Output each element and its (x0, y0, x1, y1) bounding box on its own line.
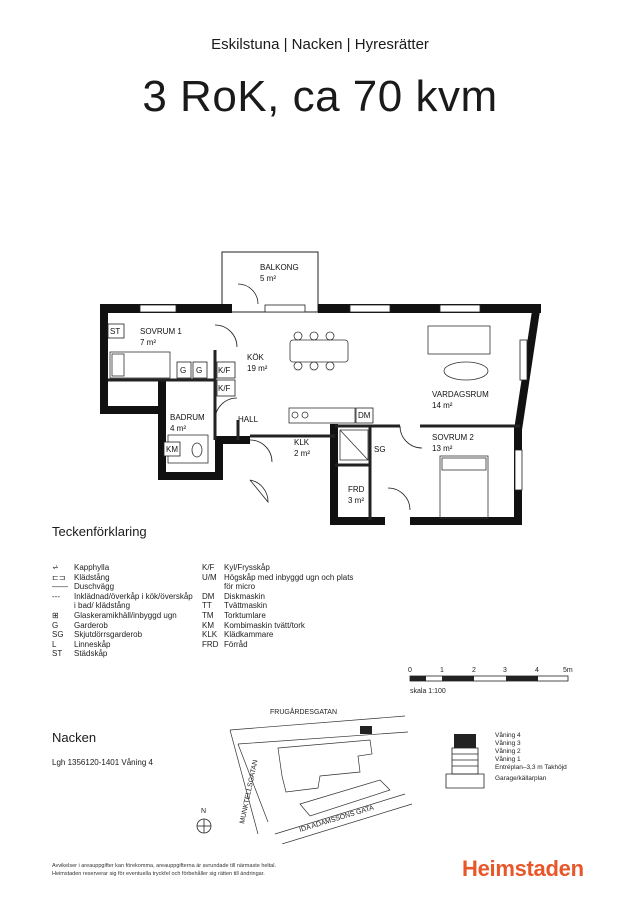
outer-walls (100, 304, 541, 525)
fixture-g1: G (180, 366, 187, 375)
room-area-sovrum1: 7 m² (140, 338, 156, 347)
floor-label: Entréplan–3,3 m Takhöjd (495, 764, 567, 771)
room-name-badrum: BADRUM (170, 413, 205, 422)
legend-row: TT Tvättmaskin (202, 601, 268, 611)
room-area-frd: 3 m² (348, 496, 364, 505)
current-floor-marker (454, 734, 476, 748)
fixture-g2: G (196, 366, 203, 375)
solid-line-icon: —— (52, 582, 68, 592)
legend-row: ⊏⊐ Klädstång (52, 572, 110, 582)
room-name-frd: FRD (348, 485, 365, 494)
scale-bar (400, 664, 590, 698)
room-name-klk: KLK (294, 438, 310, 447)
room-name-vardagsrum: VARDAGSRUM (432, 390, 489, 399)
apartment-reference: Lgh 1356120-1401 Våning 4 (52, 758, 153, 767)
legend-row: TM Torktumlare (202, 610, 266, 620)
fixture-dm: DM (358, 411, 371, 420)
floor-label: Våning 4 (495, 732, 521, 739)
page-title: 3 RoK, ca 70 kvm (142, 72, 498, 121)
legend-row: ⊞ Glaskeramikhäll/inbyggd ugn (52, 610, 177, 620)
room-area-balkong: 5 m² (260, 274, 276, 283)
disclaimer-line: Heimstaden reserverar sig för eventuella tryckfel och förbehåller sig rätten till ändringar. (52, 871, 265, 877)
legend-row: KLK Klädkammare (202, 630, 274, 640)
scale-tick-1: 1 (440, 667, 444, 674)
furniture (110, 326, 490, 518)
legend-title: Teckenförklaring (52, 524, 147, 539)
rod-icon: ⊏⊐ (52, 572, 66, 582)
street-frugardesgatan: FRUGÅRDESGATAN (270, 709, 338, 716)
floor-stack-diagram (440, 724, 600, 790)
legend-row: ⩫ Kapphylla (52, 563, 110, 572)
fixture-st: ST (110, 327, 121, 336)
floor-plan (0, 240, 640, 540)
dashed-line-icon: --- (52, 591, 60, 601)
fixture-kf2: K/F (218, 384, 231, 393)
street-munktellsgatan: MUNKTELLSGATAN (239, 759, 260, 825)
disclaimer-line: Avvikelser i areauppgifter kan förekomma, areauppgifterna är avrundade till närmaste heltal. (52, 863, 276, 869)
room-area-klk: 2 m² (294, 449, 310, 458)
legend-left (52, 563, 202, 659)
legend-row: --- Inklädnad/överkåp i kök/överskåp i bad/ klädstång (52, 591, 193, 611)
scale-tick-4: 4 (535, 667, 539, 674)
floor-label: Våning 1 (495, 756, 521, 763)
disclaimer (52, 862, 276, 878)
legend-row: U/M Högskåp med inbyggd ugn och plats för micro (202, 572, 354, 592)
legend-row: G Garderob (52, 620, 108, 630)
legend-row: FRD Förråd (202, 639, 248, 649)
location-title: Nacken (52, 730, 97, 745)
fixture-km: KM (166, 445, 178, 454)
legend-row: L Linneskåp (52, 639, 111, 649)
site-map (190, 694, 430, 844)
scale-tick-5: 5m (563, 667, 573, 674)
fixture-sg: SG (374, 445, 386, 454)
legend-right (202, 563, 362, 649)
scale-label: skala 1:100 (410, 688, 446, 695)
shelf-icon: ⩫ (52, 563, 59, 572)
balcony-door-arc (238, 284, 258, 304)
fixture-kf1: K/F (218, 366, 231, 375)
hob-icon: ⊞ (52, 610, 59, 620)
brand-logo[interactable]: Heimstaden (462, 856, 584, 881)
room-name-sovrum2: SOVRUM 2 (432, 433, 474, 442)
scale-tick-2: 2 (472, 667, 476, 674)
room-area-sovrum2: 13 m² (432, 444, 453, 453)
room-name-sovrum1: SOVRUM 1 (140, 327, 182, 336)
floor-label: Våning 2 (495, 748, 521, 755)
floor-label: Våning 3 (495, 740, 521, 747)
floor-label: Garage/källarplan (495, 775, 547, 782)
legend-row: SG Skjutdörrsgarderob (52, 630, 143, 640)
legend-row: ST Städskåp (52, 649, 108, 659)
room-area-vardagsrum: 14 m² (432, 401, 453, 410)
room-area-kok: 19 m² (247, 364, 268, 373)
room-name-hall: HALL (238, 415, 259, 424)
legend-row: —— Duschvägg (52, 582, 115, 592)
room-name-balkong: BALKONG (260, 263, 299, 272)
plan-labels (110, 263, 489, 505)
legend-row: KM Kombimaskin tvätt/tork (202, 620, 305, 630)
street-ida-adamssons: IDA ADAMSSONS GATA (298, 804, 375, 834)
scale-tick-3: 3 (503, 667, 507, 674)
legend-row: K/F Kyl/Frysskåp (202, 563, 270, 572)
page-subtitle: Eskilstuna | Nacken | Hyresrätter (211, 36, 429, 53)
legend-row: DM Diskmaskin (202, 591, 265, 601)
room-name-kok: KÖK (247, 353, 264, 362)
north-label: N (201, 808, 207, 815)
room-area-badrum: 4 m² (170, 424, 186, 433)
scale-tick-0: 0 (408, 667, 412, 674)
